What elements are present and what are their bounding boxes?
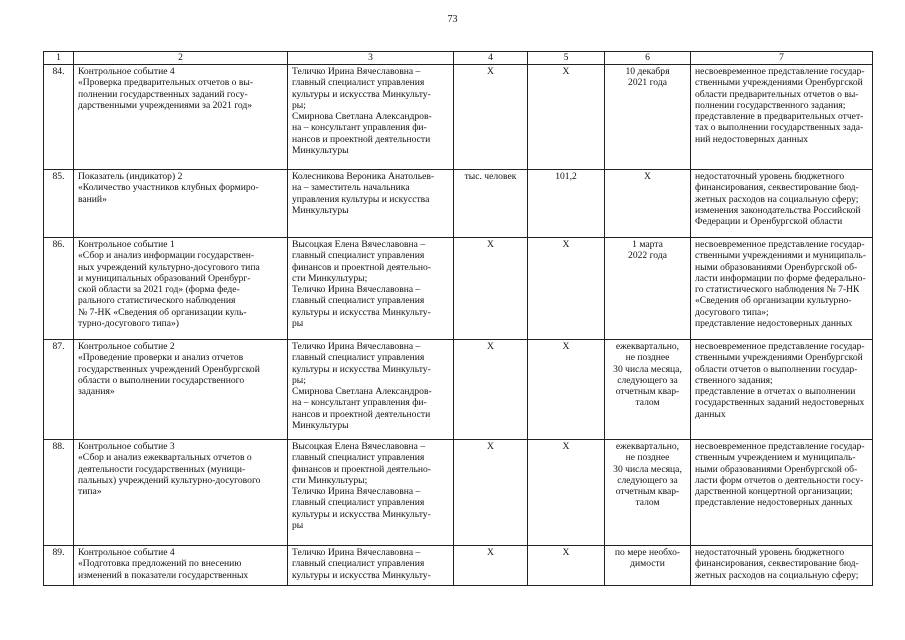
responsible-cell-line: ры xyxy=(292,520,304,532)
responsible-cell-line: культуры и искусства Минкульту- xyxy=(292,306,431,318)
value-cell: X xyxy=(528,440,605,546)
event-cell-line: турно-досугового типа») xyxy=(78,318,179,330)
risks-cell-line: ственными учреждениями и муниципаль- xyxy=(695,250,867,262)
event-cell xyxy=(74,440,288,546)
deadline-cell-line: 1 марта xyxy=(632,239,663,250)
responsible-cell xyxy=(288,65,454,170)
row-number: 89. xyxy=(44,546,74,586)
responsible-cell-line: сти Минкультуры; xyxy=(292,272,368,284)
risks-cell-line: несвоевременное представление государ- xyxy=(695,239,865,250)
unit-cell: X xyxy=(454,65,528,170)
event-cell-line: № 7-НК «Сведения об организации куль- xyxy=(78,306,247,318)
risks-cell-line: представление в предварительных отчет- xyxy=(695,111,864,123)
row-number: 86. xyxy=(44,238,74,340)
event-cell-line: государственных учреждений Оренбургской xyxy=(78,363,260,375)
event-cell-line: рального статистического наблюдения xyxy=(78,295,236,307)
risks-cell-line: го статистического наблюдения № 7-НК xyxy=(695,284,860,296)
risks-cell-line: ственным учреждением и муниципаль- xyxy=(695,452,856,464)
responsible-cell-line: Теличко Ирина Вячеславовна – xyxy=(292,486,421,498)
deadline-cell-line: по мере необхо- xyxy=(614,547,681,558)
event-cell-line: полнении государственных заданий госу- xyxy=(78,88,248,100)
event-cell-line: Контрольное событие 4 xyxy=(78,66,175,77)
event-cell-line: Контрольное событие 4 xyxy=(78,547,175,558)
unit-cell: тыс. человек xyxy=(454,170,528,238)
risks-cell-line: ласти информации по форме федерально- xyxy=(695,272,866,284)
table-row xyxy=(44,170,873,238)
column-header: 4 xyxy=(454,52,528,65)
column-numbers-row xyxy=(44,52,873,65)
responsible-cell-line: финансов и проектной деятельно- xyxy=(292,463,431,475)
deadline-cell xyxy=(605,440,691,546)
responsible-cell-line: главный специалист управления xyxy=(292,77,425,89)
deadline-cell-line: не позднее xyxy=(625,352,670,364)
event-cell xyxy=(74,340,288,440)
value-cell: X xyxy=(528,65,605,170)
risks-cell xyxy=(691,440,873,546)
value-cell: X xyxy=(528,340,605,440)
event-cell-line: ваний» xyxy=(78,193,107,205)
column-header: 7 xyxy=(691,52,873,65)
risks-cell-line: представление недостоверных данных xyxy=(695,318,853,330)
risks-cell-line: «Сведения об организации культурно- xyxy=(695,295,852,307)
event-cell-line: деятельности государственных (муници- xyxy=(78,463,246,475)
deadline-cell xyxy=(605,65,691,170)
deadline-cell-line: ежеквартально, xyxy=(615,441,680,452)
risks-cell-line: ными образованиями Оренбургской об- xyxy=(695,463,858,475)
deadline-cell xyxy=(605,340,691,440)
event-cell-line: ской области за 2021 год» (форма феде- xyxy=(78,284,240,296)
event-cell-line: пальных) учреждений культурно-досугового xyxy=(78,474,261,486)
responsible-cell-line: Смирнова Светлана Александров- xyxy=(292,111,432,123)
deadline-cell-line: талом xyxy=(635,397,660,409)
deadline-cell-line: талом xyxy=(635,497,660,509)
risks-cell-line: области отчетов о выполнении государ- xyxy=(695,363,858,375)
deadline-cell-line: димости xyxy=(630,558,665,570)
risks-cell-line: ственного задания; xyxy=(695,374,773,386)
risks-cell-line: недостаточный уровень бюджетного xyxy=(695,547,845,558)
risks-cell-line: Федерации и Оренбургской области xyxy=(695,216,843,228)
deadline-cell xyxy=(605,238,691,340)
risks-cell-line: несвоевременное представление государ- xyxy=(695,66,865,77)
responsible-cell-line: ры; xyxy=(292,99,306,111)
responsible-cell-line: нансов и проектной деятельности xyxy=(292,133,431,145)
responsible-cell-line: на – консультант управления фи- xyxy=(292,397,427,409)
responsible-cell xyxy=(288,440,454,546)
responsible-cell-line: Высоцкая Елена Вячеславовна – xyxy=(292,441,426,452)
table-row xyxy=(44,238,873,340)
risks-cell-line: тах о выполнении государственных зада- xyxy=(695,122,864,134)
risks-cell-line: дарственной концертной организации; xyxy=(695,486,853,498)
risks-cell-line: представление недостоверных данных xyxy=(695,497,853,509)
responsible-cell-line: Высоцкая Елена Вячеславовна – xyxy=(292,239,426,250)
responsible-cell xyxy=(288,170,454,238)
responsible-cell-line: финансов и проектной деятельно- xyxy=(292,261,431,273)
column-header: 1 xyxy=(44,52,74,65)
event-cell xyxy=(74,170,288,238)
risks-cell xyxy=(691,65,873,170)
responsible-cell-line: ры; xyxy=(292,374,306,386)
responsible-cell-line: Минкультуры xyxy=(292,204,349,216)
responsible-cell-line: Минкультуры xyxy=(292,145,349,157)
deadline-cell-line: 30 числа месяца, xyxy=(613,363,682,375)
responsible-cell-line: на – консультант управления фи- xyxy=(292,122,427,134)
responsible-cell-line: ры xyxy=(292,318,304,330)
responsible-cell-line: главный специалист управления xyxy=(292,452,425,464)
event-cell xyxy=(74,65,288,170)
responsible-cell-line: главный специалист управления xyxy=(292,558,425,570)
event-cell-line: «Сбор и анализ информации государствен- xyxy=(78,250,255,262)
event-cell-line: и муниципальных образований Оренбург- xyxy=(78,272,251,284)
responsible-cell-line: культуры и искусства Минкульту- xyxy=(292,363,431,375)
responsible-cell-line: Теличко Ирина Вячеславовна – xyxy=(292,341,421,352)
responsible-cell-line: главный специалист управления xyxy=(292,250,425,262)
event-cell-line: «Сбор и анализ ежеквартальных отчетов о xyxy=(78,452,252,464)
event-cell-line: Контрольное событие 1 xyxy=(78,239,175,250)
deadline-cell-line: отчетным квар- xyxy=(615,486,680,498)
risks-cell-line: представление в отчетах о выполнении xyxy=(695,386,856,398)
deadline-cell xyxy=(605,170,691,238)
responsible-cell-line: культуры и искусства Минкульту- xyxy=(292,88,431,100)
event-cell-line: задания» xyxy=(78,386,115,398)
responsible-cell-line: культуры и искусства Минкульту- xyxy=(292,508,431,520)
column-header: 3 xyxy=(288,52,454,65)
event-cell-line: «Количество участников клубных формиро- xyxy=(78,182,259,194)
risks-cell-line: несвоевременное представление государ- xyxy=(695,341,865,352)
deadline-cell-line: следующего за xyxy=(617,474,678,486)
risks-cell xyxy=(691,546,873,586)
responsible-cell-line: сти Минкультуры; xyxy=(292,474,368,486)
row-number: 88. xyxy=(44,440,74,546)
row-number: 84. xyxy=(44,65,74,170)
column-header: 2 xyxy=(74,52,288,65)
responsible-cell-line: культуры и искусства Минкульту- xyxy=(292,569,431,581)
table-row xyxy=(44,340,873,440)
responsible-cell-line: Теличко Ирина Вячеславовна – xyxy=(292,284,421,296)
deadline-cell-line: 2021 года xyxy=(628,77,667,89)
deadline-cell-line: 2022 года xyxy=(628,250,667,262)
responsible-cell-line: Минкультуры xyxy=(292,420,349,432)
responsible-cell xyxy=(288,546,454,586)
responsible-cell-line: главный специалист управления xyxy=(292,352,425,364)
risks-cell-line: полнении государственного задания; xyxy=(695,99,846,111)
event-cell-line: дарственными учреждениями за 2021 год» xyxy=(78,99,253,111)
event-cell-line: изменений в показатели государственных xyxy=(78,569,249,581)
event-cell xyxy=(74,238,288,340)
risks-cell-line: ний недостоверных данных xyxy=(695,133,809,145)
row-number: 85. xyxy=(44,170,74,238)
deadline-cell-line: 10 декабря xyxy=(625,66,670,77)
responsible-cell-line: Смирнова Светлана Александров- xyxy=(292,386,432,398)
deadline-cell-line: 30 числа месяца, xyxy=(613,463,682,475)
row-number: 87. xyxy=(44,340,74,440)
deadline-cell-line: ежеквартально, xyxy=(615,341,680,352)
responsible-cell-line: Колесникова Вероника Анатольев- xyxy=(292,171,435,182)
value-cell: X xyxy=(528,546,605,586)
event-cell-line: ных учреждений культурно-досугового типа xyxy=(78,261,260,273)
risks-cell-line: ственными учреждениями Оренбургской xyxy=(695,77,863,89)
deadline-cell-line: X xyxy=(644,171,651,182)
risks-cell-line: данных xyxy=(695,408,726,420)
responsible-cell xyxy=(288,340,454,440)
risks-cell-line: финансирования, секвестирование бюд- xyxy=(695,182,859,194)
responsible-cell-line: нансов и проектной деятельности xyxy=(292,408,431,420)
plan-table xyxy=(43,51,873,586)
risks-cell-line: финансирования, секвестирование бюд- xyxy=(695,558,859,570)
value-cell: X xyxy=(528,238,605,340)
risks-cell-line: государственных заданий недостоверных xyxy=(695,397,865,409)
unit-cell: X xyxy=(454,546,528,586)
risks-cell-line: досугового типа»; xyxy=(695,306,769,318)
responsible-cell-line: Теличко Ирина Вячеславовна – xyxy=(292,547,421,558)
deadline-cell-line: следующего за xyxy=(617,374,678,386)
event-cell-line: Контрольное событие 2 xyxy=(78,341,175,352)
responsible-cell-line: Теличко Ирина Вячеславовна – xyxy=(292,66,421,77)
risks-cell xyxy=(691,170,873,238)
responsible-cell-line: главный специалист управления xyxy=(292,295,425,307)
deadline-cell-line: не позднее xyxy=(625,452,670,464)
unit-cell: X xyxy=(454,238,528,340)
risks-cell-line: изменения законодательства Российской xyxy=(695,204,861,216)
risks-cell-line: ственными учреждениями Оренбургской xyxy=(695,352,863,364)
event-cell-line: «Подготовка предложений по внесению xyxy=(78,558,242,570)
event-cell-line: Показатель (индикатор) 2 xyxy=(78,171,183,182)
column-header: 5 xyxy=(528,52,605,65)
risks-cell xyxy=(691,340,873,440)
unit-cell: X xyxy=(454,340,528,440)
risks-cell-line: ными образованиями Оренбургской об- xyxy=(695,261,858,273)
risks-cell-line: области предварительных отчетов о вы- xyxy=(695,88,859,100)
event-cell-line: типа» xyxy=(78,486,102,498)
responsible-cell-line: управления культуры и искусства xyxy=(292,193,430,205)
event-cell xyxy=(74,546,288,586)
event-cell-line: «Проверка предварительных отчетов о вы- xyxy=(78,77,254,89)
risks-cell xyxy=(691,238,873,340)
event-cell-line: Контрольное событие 3 xyxy=(78,441,175,452)
responsible-cell xyxy=(288,238,454,340)
value-cell: 101,2 xyxy=(528,170,605,238)
table-row xyxy=(44,440,873,546)
risks-cell-line: ласти форм отчетов о деятельности госу- xyxy=(695,474,864,486)
responsible-cell-line: на – заместитель начальника xyxy=(292,182,410,194)
risks-cell-line: несвоевременное представление государ- xyxy=(695,441,865,452)
risks-cell-line: жетных расходов на социальную сферу; xyxy=(695,193,859,205)
deadline-cell-line: отчетным квар- xyxy=(615,386,680,398)
table-row xyxy=(44,546,873,586)
page-number: 73 xyxy=(447,14,458,25)
risks-cell-line: недостаточный уровень бюджетного xyxy=(695,171,845,182)
risks-cell-line: жетных расходов на социальную сферу; xyxy=(695,569,859,581)
responsible-cell-line: главный специалист управления xyxy=(292,497,425,509)
table-row xyxy=(44,65,873,170)
event-cell-line: области о выполнении государственного xyxy=(78,374,245,386)
event-cell-line: «Проведение проверки и анализ отчетов xyxy=(78,352,244,364)
deadline-cell xyxy=(605,546,691,586)
column-header: 6 xyxy=(605,52,691,65)
unit-cell: X xyxy=(454,440,528,546)
